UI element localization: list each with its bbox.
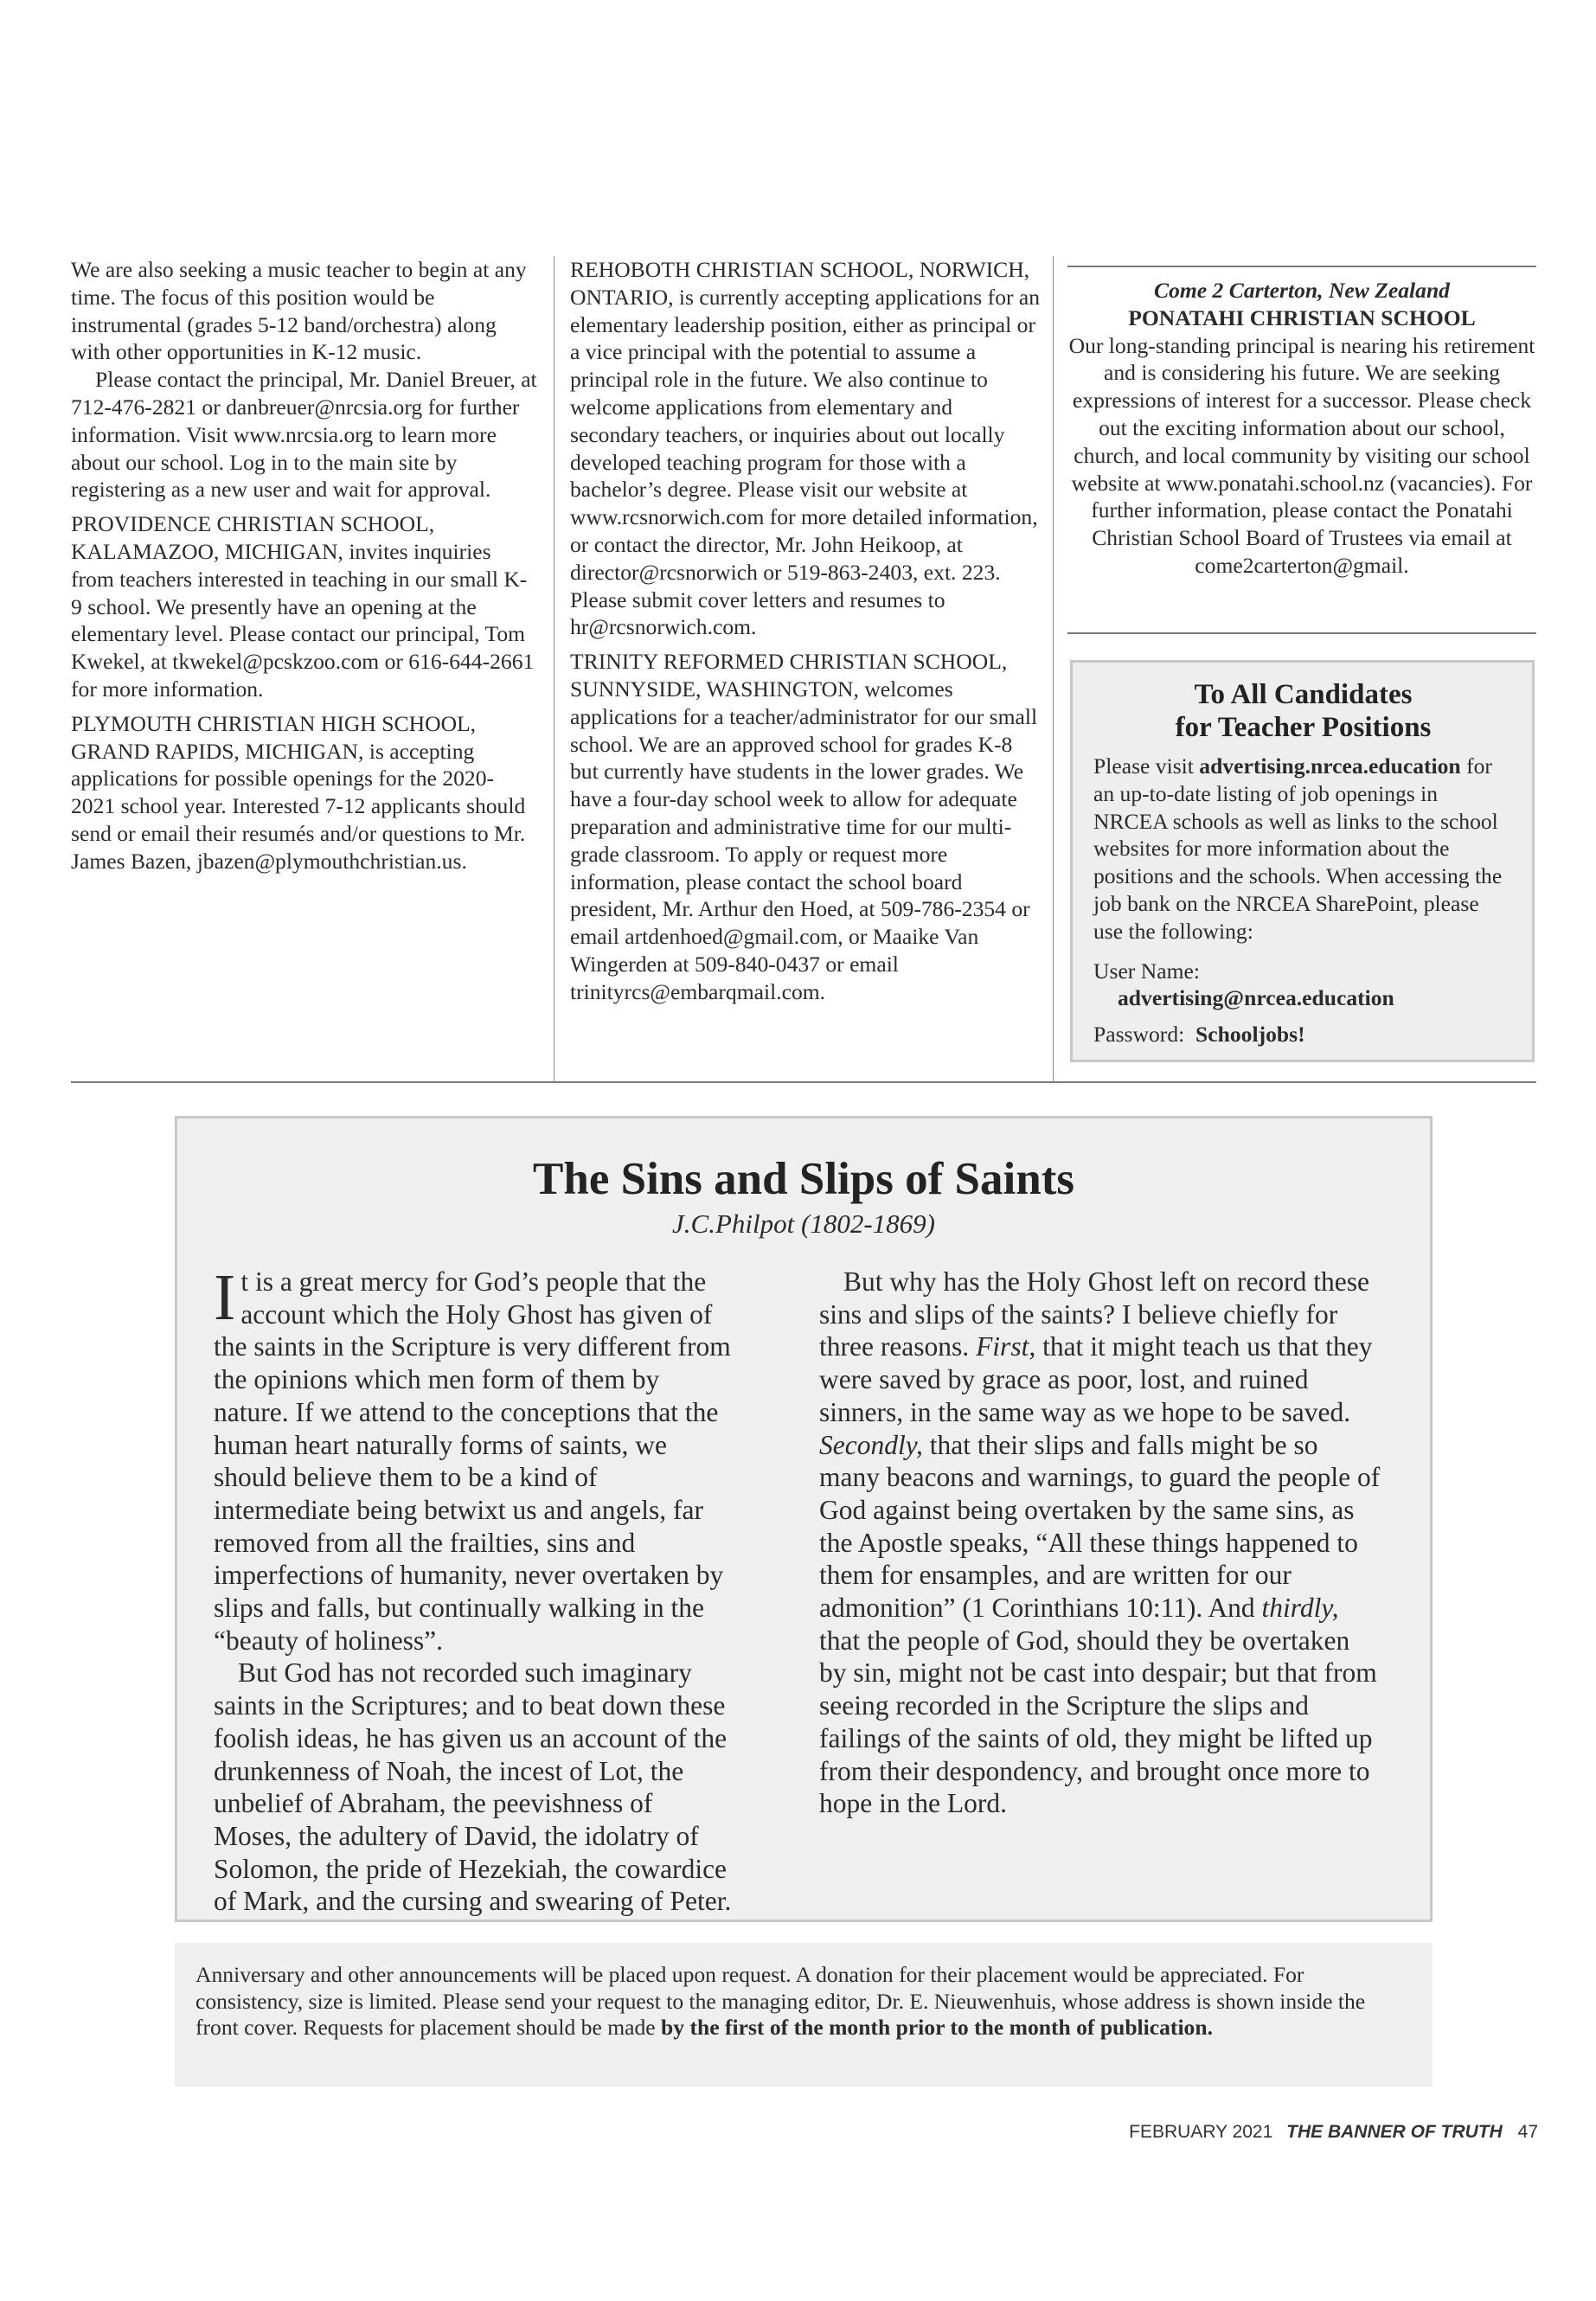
divider [1067,266,1536,267]
article-box [175,1116,1433,1922]
nrcsia-contact: Please contact the principal, Mr. Daniel Breuer, at 712-476-2821 or danbreuer@nrcsia.org for further information. Visit www.nrcsia.org to learn more about our school. Log in to the main site by registering as a new user and wait for approval. [71,367,537,503]
page-footer [952,2122,1538,2143]
rehoboth-ad: REHOBOTH CHRISTIAN SCHOOL, NORWICH, ONTARIO, is currently accepting applications for an elementary leadership position, either as principal or a vice principal with the potential to assume a principal role in the future. We also continue to welcome applications from elementary and secondary teachers, or inquiries about out locally developed teaching program for those with a bachelor’s degree. Please visit our website at www.rcsnorwich.com for more detailed information, or contact the director, Mr. John Heikoop, at director@rcsnorwich or 519-863-2403, ext. 223. Please submit cover letters and resumes to hr@rcsnorwich.com. [570,257,1041,640]
article-paragraph: It is a great mercy for God’s people that the account which the Holy Ghost has given of the saints in the Scripture is very different from the opinions which men form of them by nature. If we attend to the conceptions that the human heart naturally forms of saints, we should believe them to be a kind of intermediate being betwixt us and angels, far removed from all the frailties, sins and imperfections of humanity, never overtaken by slips and falls, but continually walking in the “beauty of holiness”. [214,1261,731,1656]
article-column-2 [819,1266,1381,1820]
carterton-body: Our long-standing principal is nearing his retirement and is considering his future. We are seeking expressions of interest for a successor. Please check out the exciting information about our school, church, and local community by visiting our school website at www.ponatahi.school.nz (vacancies). For further information, please contact the Ponatahi Christian School Board of Trustees via email at come2carterton@gmail. [1068,332,1535,578]
carterton-heading: Come 2 Carterton, New Zealand [1154,278,1450,303]
page-number: 47 [1517,2122,1538,2142]
username-label: User Name: [1093,958,1200,984]
article-author: J.C.Philpot (1802-1869) [672,1208,935,1239]
music-teacher-ad: We are also seeking a music teacher to begin at any time. The focus of this position would be instrumental (grades 5-12 band/orchestra) along with other opportunities in K-12 music. [71,257,527,365]
announcements-notice: Anniversary and other announcements will be placed upon request. A donation for their placement would be appreciated. For consistency, size is limited. Please send your request to the managing editor, Dr. E. Nieuwenhuis, whose address is shown inside the front cover. Requests for placement should be made by the first of the month prior to the month of publication. [175,1943,1433,2086]
candidates-box [1070,660,1535,1062]
ponatahi-school-name: PONATAHI CHRISTIAN SCHOOL [1128,304,1476,330]
password-value: Schooljobs! [1195,1022,1305,1048]
candidates-title: To All Candidates for Teacher Positions [1175,679,1432,743]
article-paragraph: But God has not recorded such imaginary saints in the Scriptures; and to beat down these foolish ideas, he has given us an account of the drunkenness of Noah, the incest of Lot, the unbelief of Abraham, the peevishness of Moses, the adultery of David, the idolatry of Solomon, the pride of Hezekiah, the cowardice of Mark, and the cursing and swearing of Peter. [214,1657,732,1917]
column-divider [1053,256,1054,1082]
drop-cap: I [214,1261,236,1334]
section-divider [71,1081,1536,1083]
plymouth-ad: PLYMOUTH CHRISTIAN HIGH SCHOOL, GRAND RAPIDS, MICHIGAN, is accepting applications for possible openings for the 2020-2021 school year. Interested 7-12 applicants should send or email their resumés and/or questions to Mr. James Bazen, jbazen@plymouthchristian.us. [71,710,526,874]
article-title: The Sins and Slips of Saints [533,1154,1074,1204]
trinity-ad: TRINITY REFORMED CHRISTIAN SCHOOL, SUNNYSIDE, WASHINGTON, welcomes applications for a teacher/administrator for our small school. We are an approved school for grades K-8 but currently have students in the lower grades. We have a four-day school week to allow for adequate preparation and administrative time for our multi-grade classroom. To apply or request more information, please contact the school board president, Mr. Arthur den Hoed, at 509-786-2354 or email artdenhoed@gmail.com, or Maaike Van Wingerden at 509-840-0437 or email trinityrcs@embarqmail.com. [570,649,1038,1004]
magazine-name: THE BANNER OF TRUTH [1286,2122,1503,2142]
article-paragraph: But why has the Holy Ghost left on record these sins and slips of the saints? I believe chiefly for three reasons. First, that it might teach us that they were saved by grace as poor, lost, and ruined sinners, in the same way as we hope to be saved. Secondly, that their slips and falls might be so many beacons and warnings, to guard the people of God against being overtaken by the same sins, as the Apostle speaks, “All these things happened to them for ensamples, and are written for our admonition” (1 Corinthians 10:11). And thirdly, that the people of God, should they be overtaken by sin, might not be cast into despair; but that from seeing recorded in the Scripture the slips and failings of the saints of old, they might be lifted up from their despondency, and brought once more to hope in the Lord. [819,1266,1381,1819]
divider [1067,632,1536,634]
issue-date: FEBRUARY 2021 [1129,2122,1273,2142]
password-row: Password: Schooljobs! [1093,1022,1305,1048]
article-column-1 [214,1261,736,1918]
carterton-ad [1067,277,1536,580]
username-value: advertising@nrcea.education [1118,985,1394,1011]
ads-column-2 [570,256,1044,1006]
job-bank-link[interactable]: advertising.nrcea.education [1199,753,1461,779]
candidates-body: Please visit advertising.nrcea.education for an up-to-date listing of job openings in NRCEA schools as well as links to the school websites for more information about the positions and the schools. When accessing the job bank on the NRCEA SharePoint, please use the following: [1093,753,1503,944]
providence-ad: PROVIDENCE CHRISTIAN SCHOOL, KALAMAZOO, MICHIGAN, invites inquiries from teachers interested in teaching in our small K-9 school. We presently have an opening at the elementary level. Please contact our principal, Tom Kwekel, at tkwekel@pcskzoo.com or 616-644-2661 for more information. [71,511,535,702]
ads-column-1 [71,256,538,875]
